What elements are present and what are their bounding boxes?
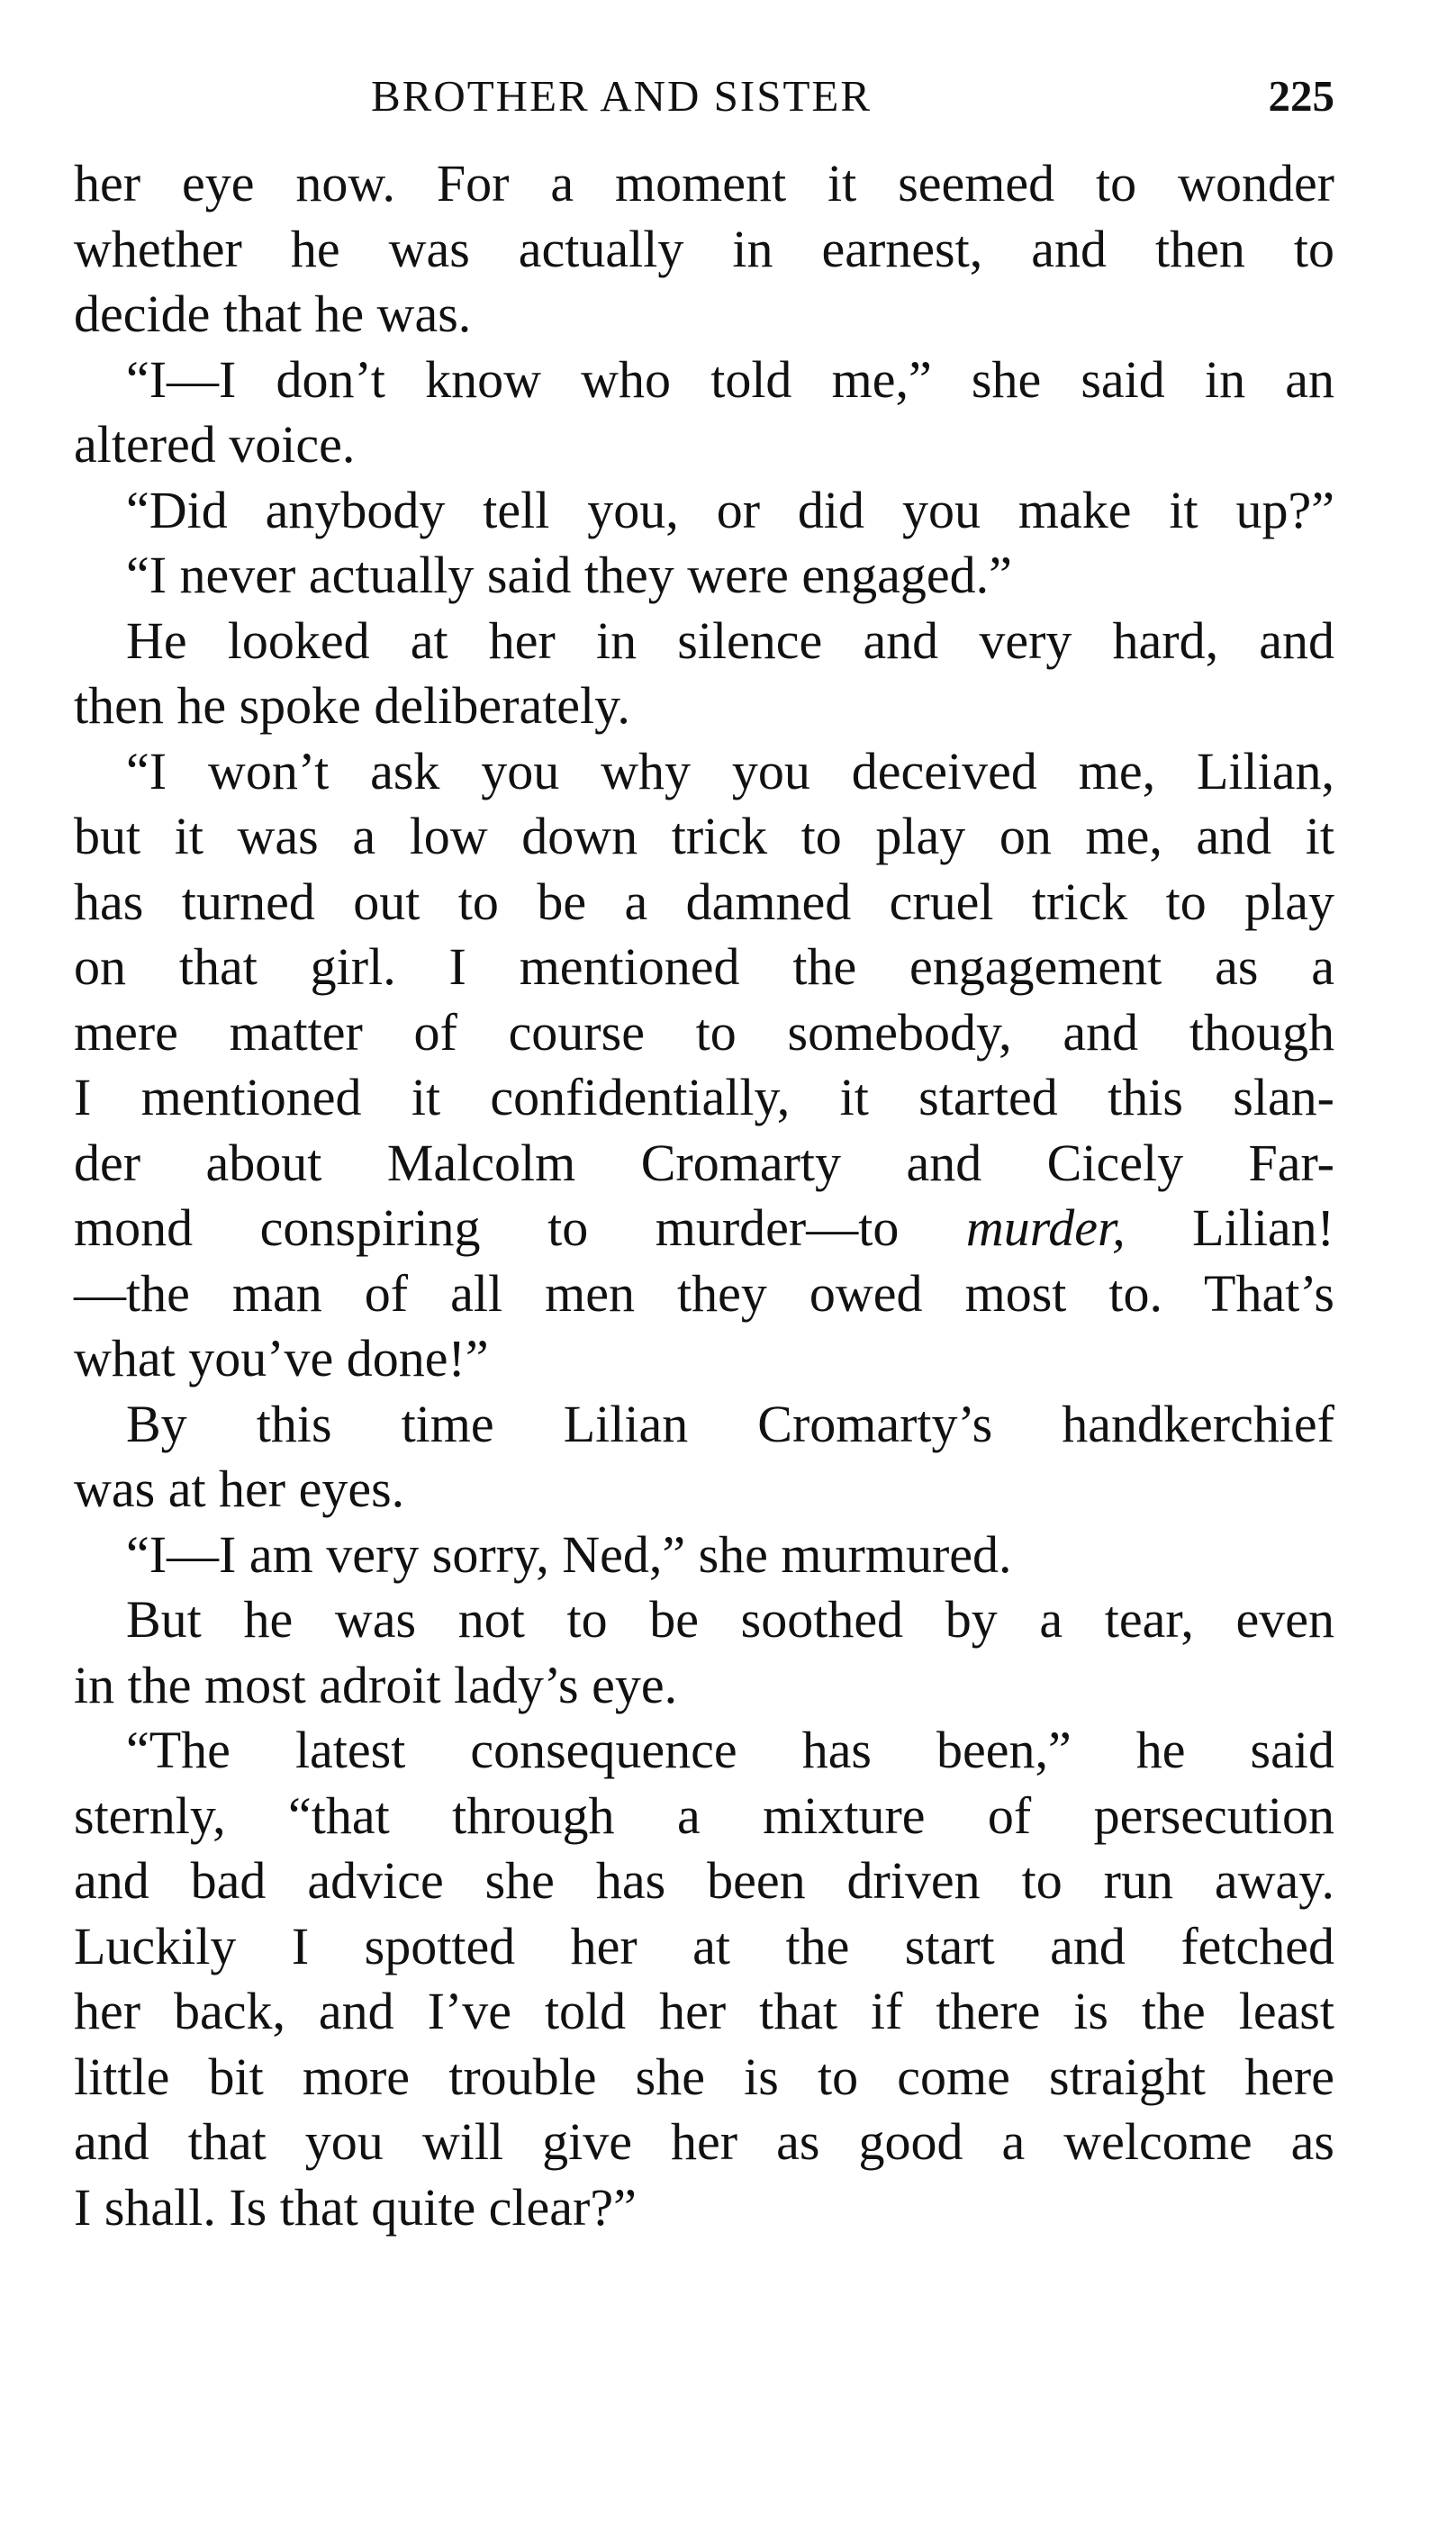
text-line: and bad advice she has been driven to run away. <box>74 1851 1334 1910</box>
text-line: sternly, “that through a mixture of persecution <box>74 1785 1334 1845</box>
text-line: I mentioned it confidentially, it started this slan- <box>74 1068 1334 1126</box>
text-line <box>74 1196 1334 1261</box>
text-line: “I—I don’t know who told me,” she said in an <box>126 349 1334 409</box>
text-line: her eye now. For a moment it seemed to wonder <box>74 154 1334 212</box>
text-line: “I won’t ask you why you deceived me, Lilian, <box>126 741 1334 800</box>
text-line: in the most adroit lady’s eye. <box>74 1655 678 1714</box>
text-line: altered voice. <box>74 415 356 474</box>
text-segment: mond conspiring to murder—to <box>74 1198 966 1257</box>
text-line: “I never actually said they were engaged.” <box>126 546 1012 604</box>
text-line: By this time Lilian Cromarty’s handkerchief <box>126 1394 1334 1453</box>
text-line: He looked at her in silence and very hard, and <box>126 610 1334 670</box>
text-line: then he spoke deliberately. <box>74 676 630 735</box>
text-segment: Lilian! <box>1125 1198 1334 1257</box>
text-line: her back, and I’ve told her that if there is the least <box>74 1982 1334 2040</box>
text-line: “I—I am very sorry, Ned,” she murmured. <box>126 1524 1012 1584</box>
text-line: was at her eyes. <box>74 1460 405 1518</box>
text-line: on that girl. I mentioned the engagement as a <box>74 937 1334 996</box>
body-text <box>74 151 1334 2240</box>
text-line: der about Malcolm Cromarty and Cicely Far- <box>74 1133 1334 1192</box>
running-head <box>74 70 1334 133</box>
text-line: whether he was actually in earnest, and then to <box>74 219 1334 278</box>
text-line: has turned out to be a damned cruel trick to play <box>74 872 1334 931</box>
text-line: “The latest consequence has been,” he said <box>126 1721 1334 1779</box>
text-line: “Did anybody tell you, or did you make it up?” <box>126 480 1334 539</box>
text-line: Luckily I spotted her at the start and fetched <box>74 1916 1334 1975</box>
text-line: I shall. Is that quite clear?” <box>74 2177 637 2237</box>
text-line: mere matter of course to somebody, and though <box>74 1002 1334 1062</box>
running-title: BROTHER AND SISTER <box>371 71 873 121</box>
italic-emphasis: murder, <box>965 1198 1126 1257</box>
text-line: what you’ve done!” <box>74 1329 489 1388</box>
page-number: 225 <box>1268 71 1334 121</box>
text-line: —the man of all men they owed most to. That’s <box>74 1263 1334 1323</box>
text-line: but it was a low down trick to play on me, and it <box>74 807 1334 865</box>
text-line: little bit more trouble she is to come straight here <box>74 2047 1334 2106</box>
text-line: But he was not to be soothed by a tear, even <box>126 1590 1334 1649</box>
text-line: decide that he was. <box>74 285 472 343</box>
text-line: and that you will give her as good a welcome as <box>74 2112 1334 2171</box>
